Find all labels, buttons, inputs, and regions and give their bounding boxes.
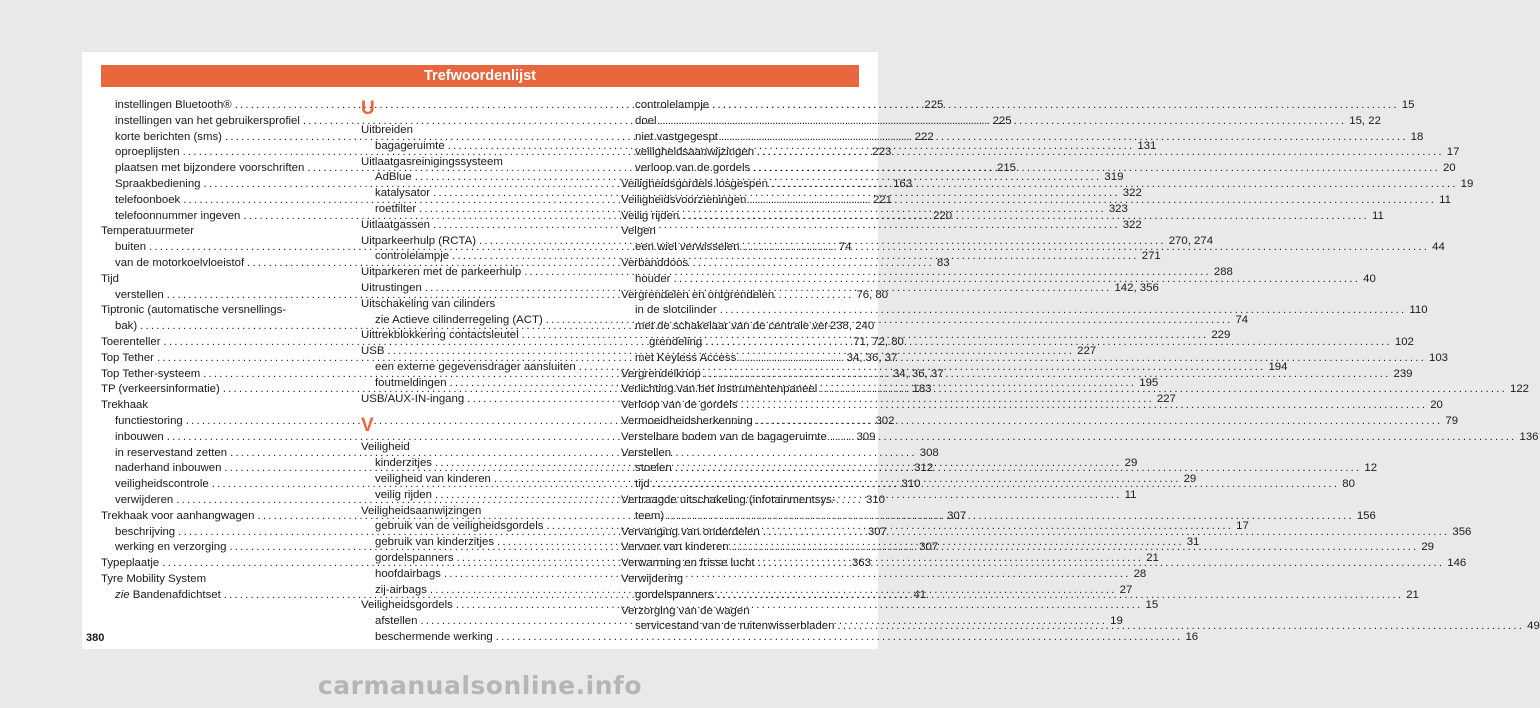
index-entry-page: 74 [1235,313,1249,326]
index-entry-label: buiten [115,241,147,254]
index-letter-heading: V [361,415,374,437]
index-entry-page: 49 [1527,620,1540,633]
index-entry-label: instellingen Bluetooth® [115,99,232,111]
index-entry-label: Verstelbare bodem van de bagageruimte [621,430,827,443]
leader-dots [757,145,1444,161]
index-entry [361,630,1199,646]
index-entry-label: naderhand inbouwen [115,462,222,475]
index-entry-label: Uittrekblokkering contactsleutel [361,329,519,342]
index-entry-page: 122 [1510,383,1530,396]
index-entry-label: verstellen [115,288,164,301]
index-entry-label: bak) [115,320,138,333]
index-entry-page: 34, 36, 37 [892,367,944,380]
index-entry-label: Trekhaak [101,399,149,412]
index-entry-page: 239 [1393,367,1413,380]
index-entry-label: Vergrendelknop [621,367,701,380]
index-heading [361,123,589,139]
index-entry-label: veiligheidscontrole [115,478,209,491]
index-entry-page: 79 [1445,414,1459,427]
leader-dots [682,209,1369,225]
index-entry-page: 307 [867,525,887,538]
index-entry-page: 270, 274 [1168,234,1214,247]
index-entry-label: werking en verzorging [115,541,227,554]
page-number: 380 [86,632,105,644]
index-letter-heading: U [361,98,375,119]
leader-dots [749,193,1436,209]
index-entry-page: 319 [1104,171,1124,184]
leader-dots [739,351,1426,367]
index-entry-page: 227 [1156,392,1176,405]
index-entry-page: 312 [914,462,934,475]
index-entry-page: 223 [872,146,892,159]
index-entry-label: inbouwen [115,430,164,443]
index-entry-label: Verstellen [621,446,672,459]
index-entry-label: korte berichten (sms) [115,130,222,143]
index-entry-page: 194 [1268,360,1288,373]
index-entry-page: 19 [1460,177,1474,190]
index-entry-label: hoofdairbags [375,567,441,580]
index-entry-label: in de slotcilinder [635,304,717,317]
index-heading [621,572,849,588]
index-entry-label: beschermende werking [375,630,493,643]
index-entry-page: 131 [1137,139,1157,152]
leader-dots [837,619,1524,635]
index-heading [621,256,849,272]
index-heading [361,155,589,171]
index-entry-page: 110 [1409,304,1428,317]
index-entry-page: 310 [865,493,885,506]
index-entry-see-prefix: zie [115,588,130,601]
leader-dots [667,509,1354,525]
index-entry-label: Verzorging van de wagen [621,604,750,617]
index-entry-page: 307 [947,509,967,522]
index-entry-page: 15 [1145,599,1159,612]
index-entry-label: Veiligheidsaanwijzingen [361,504,482,517]
index-entry-page: 142, 356 [1114,281,1159,294]
index-entry-page: 74 [838,241,852,254]
index-entry-page: 21 [1146,551,1159,564]
index-entry-label: grendeling [649,335,703,348]
index-entry-page: 83 [936,256,950,269]
index-entry-page: 238, 240 [829,320,875,333]
index-entry-label: gebruik van kinderzitjes [375,536,495,549]
index-entry-label: in reservestand zetten [115,446,228,459]
index-entry-page: 323 [1108,202,1128,215]
index-entry-label: roetfilter [375,202,417,215]
index-entry-label: Uitbreiden [361,124,413,136]
index-entry-page: 17 [1236,520,1249,533]
index-entry-label: Vergrendelen en ontgrendelen [621,288,775,301]
index-entry-page: 363 [851,557,871,570]
leader-dots [742,240,1429,256]
index-entry [621,303,1428,319]
index-entry-label: verwijderen [115,493,174,506]
index-heading [361,440,589,456]
leader-dots [705,335,1392,351]
index-entry-label: Veiligheidsgordels losgespen [621,177,768,190]
index-entry-page: 146 [1447,557,1467,570]
index-entry-label: gordelspanners [635,588,714,601]
index-entry-label: een wiel verwisselen [635,241,740,254]
leader-dots [721,130,1408,146]
index-entry-label: Velgen [621,225,656,238]
index-entry-page: 11 [1124,488,1137,501]
index-entry-label: een externe gegevensdrager aansluiten [375,360,576,373]
index-entry-page: 71, 72, 80 [853,335,904,348]
index-heading [101,272,329,288]
index-entry-label: zij-airbags [375,583,427,596]
index-entry-label: zie Actieve cilinderregeling (ACT) [375,313,543,326]
index-entry-page: 20 [1430,399,1443,412]
index-heading [361,504,589,520]
index-entry-page: 44 [1432,241,1445,254]
index-entry-label: Tyre Mobility System [101,572,207,585]
index-entry-page: 307 [919,541,939,554]
leader-dots [753,161,1440,177]
index-entry-page: 308 [919,446,939,459]
index-entry-label: Vermoeidheidsherkenning [621,414,753,427]
index-heading [621,604,849,620]
index-entry-label: teem) [635,509,665,522]
index-entry-label: doel [635,114,657,127]
index-entry-page: 288 [1213,266,1233,279]
index-entry-label: Verloop van de gordels [621,399,738,412]
index-entry-label: gebruik van de veiligheidsgordels [375,520,544,533]
index-entry-page: 156 [1356,509,1376,522]
index-entry-label: met Keyless Access [635,351,737,364]
index-entry-label: Vertraagde uitschakeling (infotainmentsys- [621,493,836,506]
index-entry-label: Verwijdering [621,572,684,585]
index-entry-label: katalysator [375,187,431,200]
index-entry-label: gordelspanners [375,551,454,564]
index-entry-label: servicestand van de ruitenwisserbladen [635,620,835,633]
index-entry-label: Verlichting van het instrumentenpaneel [621,383,818,396]
leader-dots [660,114,1347,130]
index-entry-label: controlelampje [635,99,710,111]
index-entry-label: Typeplaatje [101,557,160,570]
leader-dots [763,525,1450,541]
index-heading [621,288,849,304]
index-entry-page: 195 [1139,376,1159,389]
index-entry-page: 221 [872,193,892,206]
index-entry-page: 183 [912,383,932,396]
index-entry-label: veiligheid van kinderen [375,472,491,485]
leader-dots [758,556,1445,572]
index-entry-label: verloop van de gordels [635,162,751,175]
index-entry-label: Tijd [101,272,119,285]
leader-dots [771,177,1458,193]
index-entry-label: tijd [635,478,650,491]
index-entry-page: 15, 22 [1349,114,1381,127]
index-entry-page: 11 [1439,193,1451,206]
index-heading [621,493,849,509]
index-entry-page: 225 [924,99,944,111]
index-entry-page: 136 [1519,430,1539,443]
page-title: Trefwoordenlijst [101,65,859,87]
index-entry-label: Trekhaak voor aanhangwagen [101,509,255,522]
index-entry-label: Toerenteller [101,335,161,348]
leader-dots [732,540,1419,556]
index-entry-page: 27 [1119,583,1133,596]
index-entry-page: 20 [1442,162,1456,175]
leader-dots [717,588,1404,604]
index-entry-page: 356 [1452,525,1472,538]
leader-dots [720,303,1407,319]
index-entry-label: Top Tether [101,351,154,364]
index-entry-page: 225 [992,114,1012,127]
index-entry-label: Uitlaatgassen [361,218,431,231]
leader-dots [653,477,1340,493]
index-entry-page: 19 [1110,615,1123,628]
index-entry-label: beschrijving [115,525,176,538]
index-entry-page: 28 [1133,567,1147,580]
index-entry-page: 103 [1428,351,1448,364]
index-entry-label: niet vastgegespt [635,130,718,143]
watermark: carmanualsonline.info [317,671,643,700]
index-entry-page: 322 [1122,218,1142,231]
index-entry-label: plaatsen met bijzondere voorschriften [115,162,305,175]
index-entry-page: 271 [1141,250,1161,263]
index-entry-label: Veiligheidsgordels [361,599,453,612]
leader-dots [830,430,1517,446]
index-entry-label [115,588,221,604]
index-entry-label: afstellen [375,615,418,628]
index-entry-page: 31 [1186,536,1200,549]
index-entry-label: Uitparkeerhulp (RCTA) [361,234,476,247]
index-entry-page: 310 [901,478,921,491]
index-entry-page: 29 [1124,457,1138,470]
index-entry-label: Vervoer van kinderen [621,541,729,554]
leader-dots [741,398,1428,414]
index-heading [361,297,589,313]
index-entry-page: 220 [933,209,953,222]
index-entry-label: Veiligheid [361,441,410,454]
index-entry-page: 29 [1421,541,1435,554]
index-entry-label: stoelen [635,462,672,475]
index-heading [101,572,329,588]
index-entry-page: 18 [1410,130,1424,143]
index-entry-label: Veilig rijden [621,209,680,222]
index-entry-label: Verwarming en frisse lucht [621,557,755,570]
index-entry-label: Verbanddoos [621,256,689,269]
index-entry-label: USB [361,345,385,358]
index-entry-label-text: Bandenafdichtset [132,588,221,601]
index-heading [101,303,329,319]
leader-dots [675,461,1362,477]
index-entry-page: 12 [1364,462,1378,475]
index-entry-page: 102 [1394,335,1414,348]
index-entry-label: Uitparkeren met de parkeerhulp [361,266,522,279]
index-entry-label: kinderzitjes [375,457,432,470]
index-entry-page: 309 [856,430,876,443]
index-entry-label: USB/AUX-IN-ingang [361,392,465,405]
index-entry-label: Temperatuurmeter [101,225,195,238]
index-heading [101,398,329,414]
index-entry-label: TP (verkeersinformatie) [101,383,220,396]
index-entry-label: van de motorkoelvloeistof [115,256,245,269]
index-heading [621,446,849,462]
index-heading [101,224,329,240]
index-entry-page: 215 [997,162,1017,175]
index-entry-page: 40 [1363,272,1376,285]
index-entry-label: bagageruimte [375,139,445,152]
index-entry-label: Vervanging van onderdelen [621,525,760,538]
index-entry-page: 21 [1406,588,1419,601]
index-entry-page: 76, 80 [856,288,889,301]
leader-dots [820,382,1507,398]
index-entry-page: 163 [893,177,913,190]
index-entry-label: Uitschakeling van cilinders [361,297,496,310]
index-entry-label: veiligheidsaanwijzingen [635,146,755,159]
leader-dots [756,414,1443,430]
index-entry-label: Veiligheidsvoorzieningen [621,193,747,206]
index-entry-label: controlelampje [375,250,450,263]
index-entry-page: 17 [1446,146,1460,159]
index-entry-label: Uitrustingen [361,281,422,294]
index-entry-label: houder [635,272,671,285]
index-entry-page: 322 [1122,187,1142,200]
index-entry-label: telefoonboek [115,193,181,206]
index-entry-label: AdBlue [375,171,412,184]
index-heading [621,319,849,335]
leader-dots [704,367,1391,383]
index-entry-page: 16 [1185,630,1199,643]
index-entry-label: telefoonnummer ingeven [115,209,241,222]
index-entry-page: 227 [1077,345,1097,358]
index-entry-label: oproeplijsten [115,146,180,159]
index-entry-page: 34, 36, 37 [846,351,898,364]
index-entry-label: foutmeldingen [375,376,447,389]
index-heading [621,224,849,240]
index-entry-page: 80 [1342,478,1355,491]
index-entry-label: Top Tether-systeem [101,367,201,380]
index-entry-page: 15 [1401,99,1415,111]
index-entry-label: veilig rijden [375,488,432,501]
leader-dots [712,98,1399,114]
index-entry-page: 11 [1371,209,1384,222]
index-entry-label: functiestoring [115,414,183,427]
index-entry-page: 229 [1211,329,1231,342]
index-entry-label: Tiptronic (automatische versnellings- [101,304,287,317]
index-entry-page: 302 [875,414,895,427]
index-entry-label: Uitlaatgasreinigingssysteem [361,155,503,168]
index-entry-label: Spraakbediening [115,177,201,190]
index-entry-label: met de schakelaar van de centrale ver- [635,320,832,333]
index-entry-label: instellingen van het gebruikersprofiel [115,114,300,127]
index-entry-page: 222 [914,130,934,143]
leader-dots [673,272,1360,288]
index-entry-page: 29 [1183,472,1197,485]
index-entry-page: 41 [913,588,927,601]
